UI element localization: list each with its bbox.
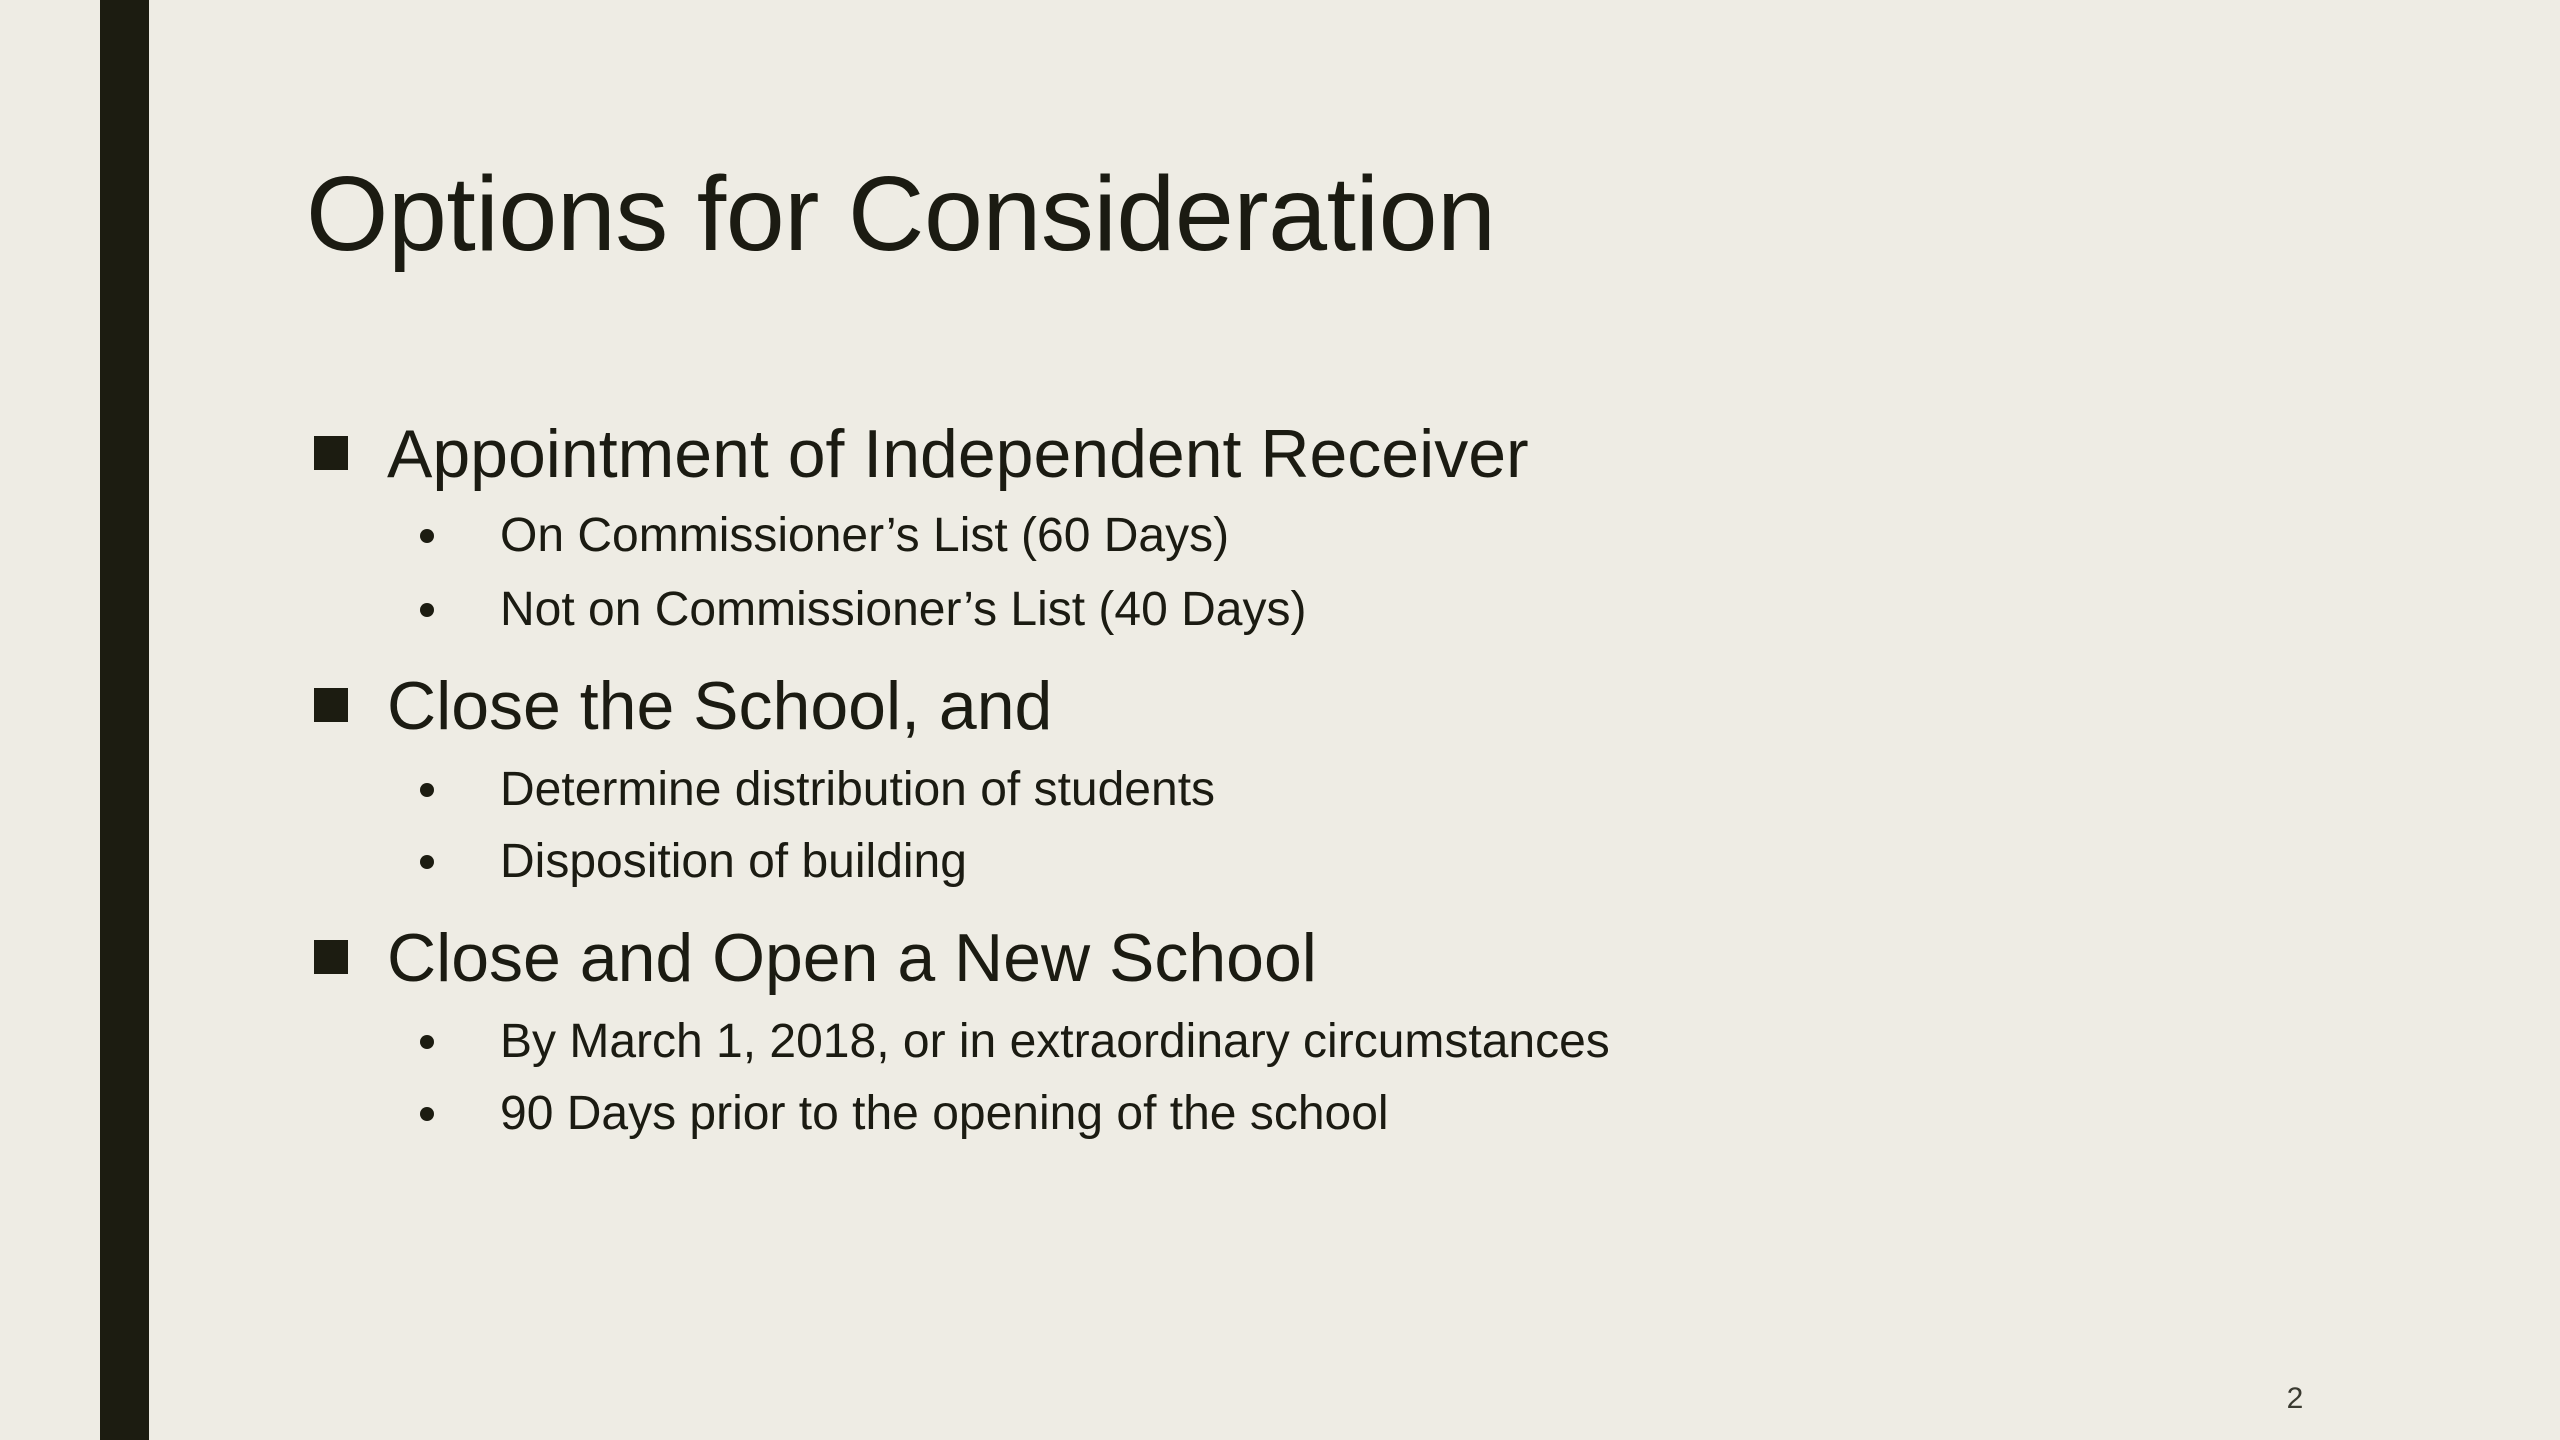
dot-bullet-icon: [420, 855, 434, 869]
sub-bullet-text: Disposition of building: [500, 835, 967, 888]
dot-bullet-icon: [420, 603, 434, 617]
sub-bullet-text: Not on Commissioner’s List (40 Days): [500, 583, 1307, 636]
bullet-text: Close and Open a New School: [387, 920, 1317, 996]
dot-bullet-icon: [420, 1035, 434, 1049]
page-number: 2: [2286, 1382, 2304, 1415]
sub-bullet-text: 90 Days prior to the opening of the school: [500, 1087, 1389, 1140]
slide-title: Options for Consideration: [306, 155, 1496, 273]
dot-bullet-icon: [420, 783, 434, 797]
square-bullet-icon: [314, 940, 348, 974]
sub-bullet-text: By March 1, 2018, or in extraordinary circumstances: [500, 1015, 1610, 1068]
dot-bullet-icon: [420, 529, 434, 543]
bullet-text: Close the School, and: [387, 668, 1053, 744]
bullet-text: Appointment of Independent Receiver: [387, 416, 1529, 492]
accent-bar: [100, 0, 149, 1440]
dot-bullet-icon: [420, 1107, 434, 1121]
square-bullet-icon: [314, 688, 348, 722]
square-bullet-icon: [314, 436, 348, 470]
sub-bullet-text: Determine distribution of students: [500, 763, 1216, 816]
sub-bullet-text: On Commissioner’s List (60 Days): [500, 509, 1230, 562]
